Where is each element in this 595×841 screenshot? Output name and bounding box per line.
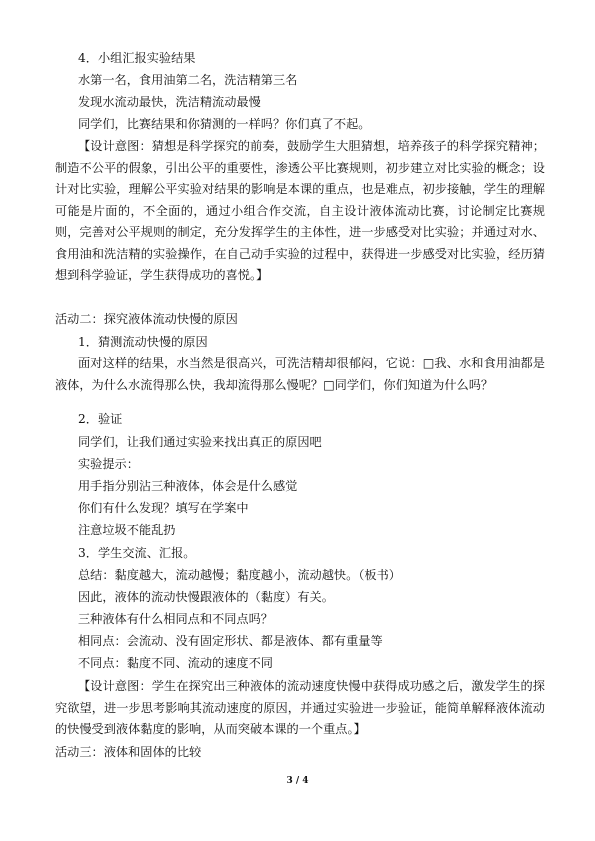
text-ranking: 水第一名，食用油第二名，洗洁精第三名 [78,73,298,87]
step-two-line: 用手指分别沾三种液体，体会是什么感觉 [78,479,298,493]
step-one-title: 1．猜测流动快慢的原因 [78,335,208,349]
step-two-line: 同学们，让我们通过实验来找出真正的原因吧 [78,435,322,449]
step-two-line: 你们有什么发现？填写在学案中 [78,501,249,515]
step-three-line: 相同点：会流动、没有固定形状、都是液体、都有重量等 [78,634,383,648]
design-intent-paragraph-1: 【设计意图：猜想是科学探究的前奏，鼓励学生大胆猜想，培养孩子的科学探究精神；制造不公平的假象，引出公平的重要性，渗透公平比赛规则，初步建立对比实验的概念；设计对比实验，理解公平实验对结果的影响是本课的重点，也是难点，初步接触，学生的理解可能是片面的，不全面的，通过小组合作交流，自主设计液体流动比赛，讨论制定比赛规则，完善对公平规则的制定，充分发挥学生的主体性，进一步感受对比实验；并通过对水、食用油和洗洁精的实验操作，在自己动手实验的过程中，获得进一步感受对比实验，经历猜想到科学验证，学生获得成功的喜悦。】 [55,139,545,282]
step-three-line: 不同点：黏度不同、流动的速度不同 [78,656,273,670]
step-three-line: 三种液体有什么相同点和不同点吗？ [78,612,273,626]
step-two-line: 实验提示： [78,457,139,471]
design-intent-paragraph-2: 【设计意图：学生在探究出三种液体的流动速度快慢中获得成功感之后，激发学生的探究欲望，进一步思考影响其流动速度的原因，并通过实验进一步验证，能简单解释液体流动的快慢受到液体黏度的影响，从而突破本课的一个重点。】 [55,679,545,736]
text-question: 同学们，比赛结果和你猜测的一样吗？你们真了不起。 [78,117,371,131]
step-three-line: 因此，液体的流动快慢跟液体的（黏度）有关。 [78,590,334,604]
step-two-line: 注意垃圾不能乱扔 [78,523,176,537]
heading-report-results: 4．小组汇报实验结果 [78,51,196,65]
step-one-paragraph: 面对这样的结果，水当然是很高兴，可洗洁精却很郁闷，它说：□我、水和食用油都是液体，为什么水流得那么快，我却流得那么慢呢？□同学们，你们知道为什么吗？ [55,356,545,392]
text-finding: 发现水流动最快，洗洁精流动最慢 [78,95,261,109]
activity-three-heading: 活动三：液体和固体的比较 [55,745,202,759]
step-two-title: 2．验证 [78,412,123,426]
page-number: 3 / 4 [286,776,309,786]
step-three-line: 总结：黏度越大，流动越慢；黏度越小，流动越快。（板书） [78,568,401,582]
activity-two-heading: 活动二：探究液体流动快慢的原因 [55,312,238,326]
step-three-title: 3．学生交流、汇报。 [78,546,196,560]
